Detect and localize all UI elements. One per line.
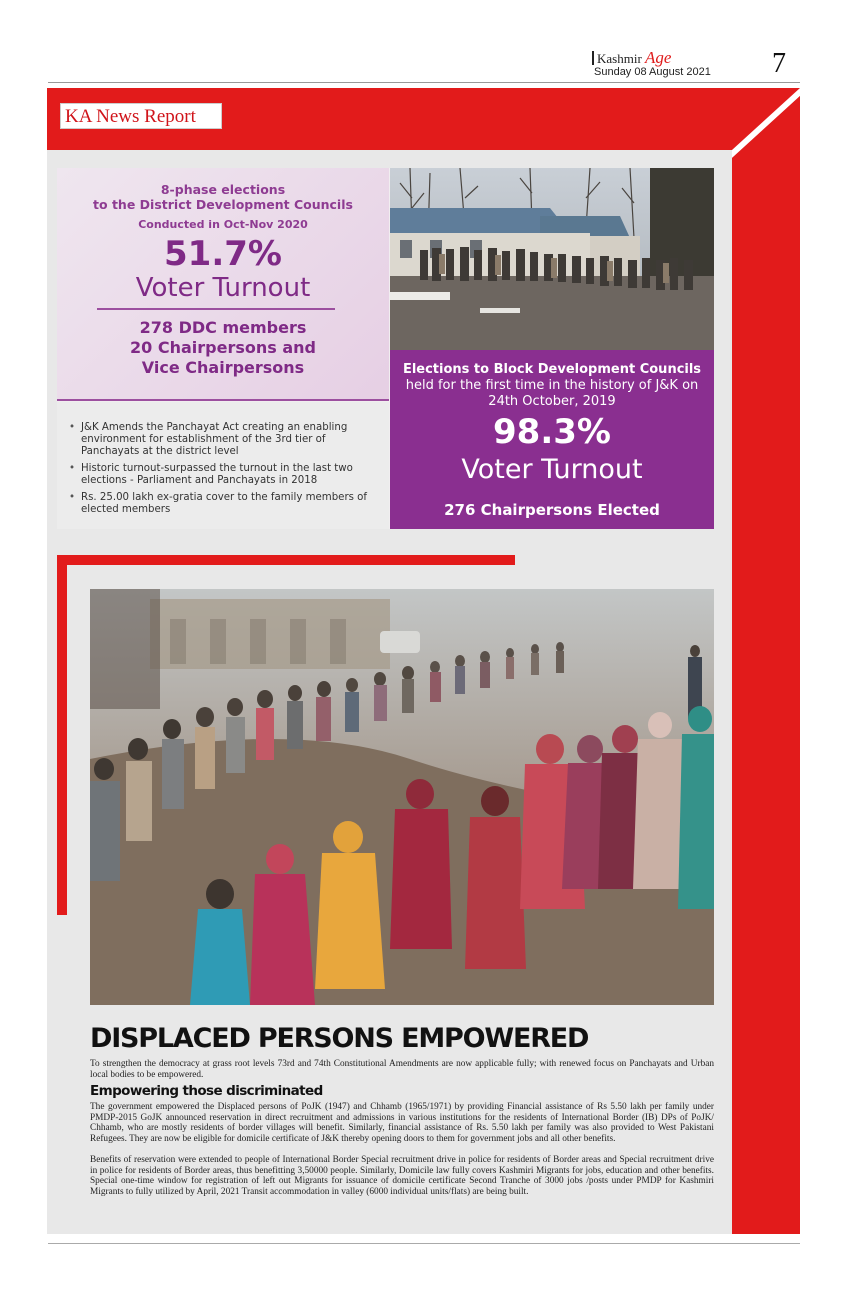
bdc-panel	[390, 350, 714, 529]
voters-queue-photo	[390, 168, 714, 350]
bdc-heading: Elections to Block Development Councils held for the first time in the history of J&K on 24th October, 2019	[402, 362, 702, 409]
top-rule	[48, 82, 800, 83]
bullet-item: • J&K Amends the Panchayat Act creating an enabling environment for establishment of the 3rd tier of Panchayats at the district level	[81, 422, 371, 458]
article-subheading: Empowering those discriminated	[90, 1083, 323, 1099]
article-paragraph-1: The government empowered the Displaced persons of PoJK (1947) and Chhamb (1965/1971) by providing Financial assistance of Rs 5.50 lakh per family under PMDP-2015 GoJK announced reservation in direct recruitment and admissions in various institutions for the residents of International Border (IB) DPs of PoJK/ Chhamb, who are mostly residents of border villages will benefit. Similarly, financial assistance of Rs. 5.50 lakh per family was also provided to West Pakistani Refugees. They are now be eligible for domicile certificate of J&K thereby opening doors to them for government jobs and all other benefits.	[90, 1102, 714, 1144]
ddc-members-line3: Vice Chairpersons	[141, 358, 305, 377]
bullet-item: • Historic turnout-surpassed the turnout in the last two elections - Parliament and Panchayats in 2018	[81, 463, 371, 487]
article-paragraph-2: Benefits of reservation were extended to people of International Border Special recruitment drive in police for residents of Border areas and Special recruitment drive in police for residents of Border areas, thus benefitting 3,50000 people. Similarly, Domicile law fully covers Kashmiri Migrants for jobs, education and other benefits. Special one-time window for registration of left out Migrants for issuance of domicile certificate Second Tranche of 3000 jobs /posts under PMDP for Kashmiri Migrants to fully utilized by April, 2021 Transit accommodation in valley (6000 individual units/flats) are being built.	[90, 1155, 714, 1197]
section-tag: KA News Report	[60, 103, 222, 129]
ddc-subheading: Conducted in Oct-Nov 2020	[138, 218, 308, 231]
bdc-turnout-label: Voter Turnout	[461, 454, 643, 485]
masthead-date: Sunday 08 August 2021	[594, 66, 711, 78]
ddc-turnout-label: Voter Turnout	[135, 273, 311, 303]
bdc-chairpersons: 276 Chairpersons Elected	[444, 501, 660, 519]
ddc-heading-line1: 8-phase elections	[160, 182, 286, 197]
bottom-rule	[48, 1243, 800, 1244]
panel-corner-decoration	[732, 88, 800, 158]
ddc-members	[57, 318, 389, 378]
ddc-heading-line2: to the District Development Councils	[93, 197, 353, 212]
article-headline: DISPLACED PERSONS EMPOWERED	[90, 1023, 589, 1054]
bdc-turnout-pct: 98.3%	[493, 412, 611, 452]
ddc-turnout-pct: 51.7%	[164, 234, 282, 274]
bullet-list	[57, 402, 389, 529]
ddc-panel	[57, 168, 389, 401]
masthead-logo: Kashmir Age	[592, 48, 671, 68]
page-number: 7	[772, 48, 786, 79]
bullet-item: • Rs. 25.00 lakh ex-gratia cover to the family members of elected members	[81, 492, 371, 516]
red-accent-side	[57, 555, 67, 915]
displaced-voters-photo	[90, 589, 714, 1005]
ddc-divider	[97, 308, 335, 310]
red-accent-bar	[57, 555, 515, 565]
ddc-members-line2: 20 Chairpersons and	[130, 338, 316, 357]
masthead	[592, 48, 722, 82]
ddc-members-line1: 278 DDC members	[139, 318, 307, 337]
article-lead: To strengthen the democracy at grass root levels 73rd and 74th Constitutional Amendments are now applicable fully; with renewed focus on Panchayats and Urban local bodies to be empowered.	[90, 1059, 714, 1080]
